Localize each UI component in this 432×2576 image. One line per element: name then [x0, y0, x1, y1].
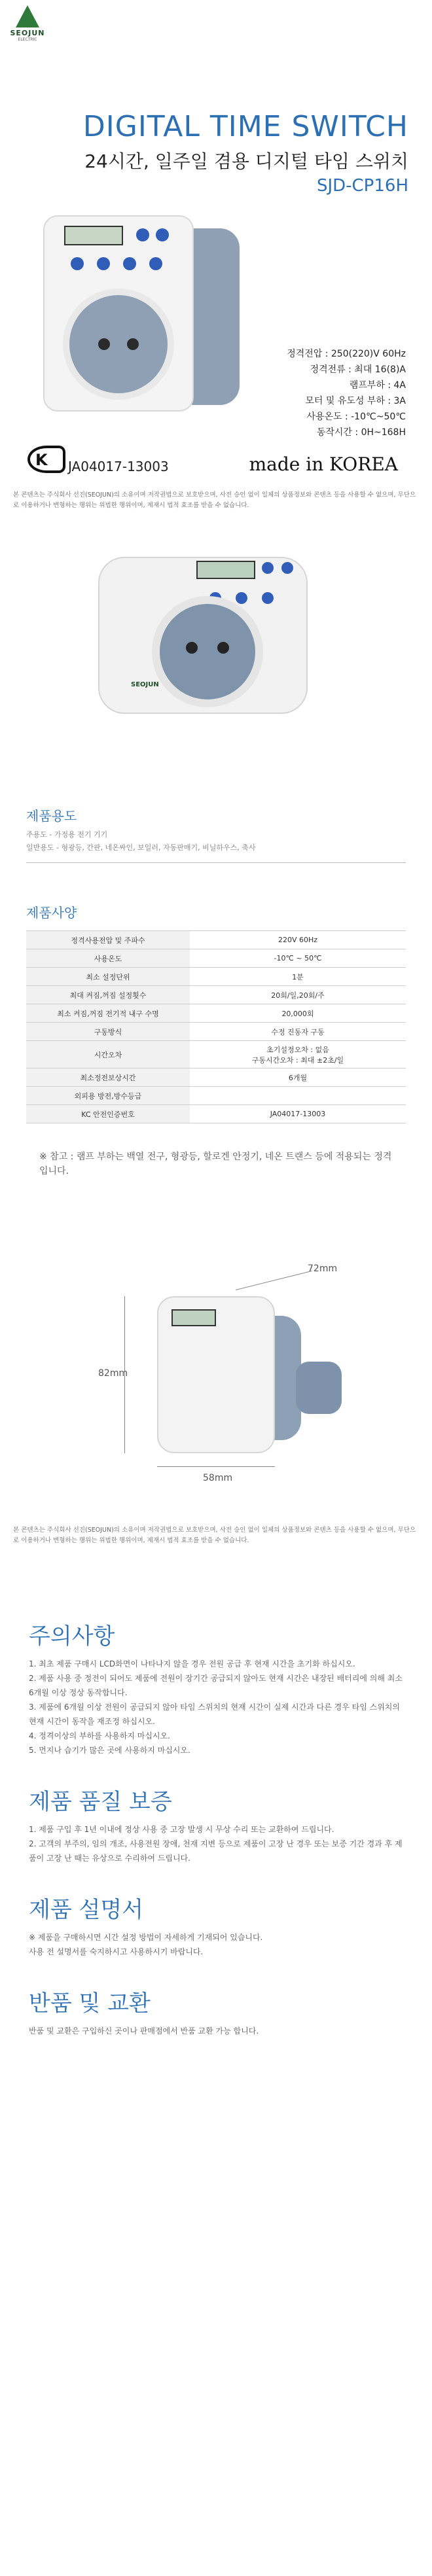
returns-title: 반품 및 교환	[29, 1990, 151, 2017]
socket-hole	[127, 338, 139, 350]
product-photo	[0, 537, 432, 727]
caution-text	[29, 1657, 406, 1757]
warranty-section	[0, 1784, 432, 1865]
power-socket	[63, 289, 174, 400]
spec-summary	[287, 346, 406, 440]
header	[0, 0, 432, 51]
device-button	[262, 592, 274, 604]
table-row: KC 안전인증번호 JA04017-13003	[26, 1105, 406, 1123]
device-button	[281, 562, 293, 574]
device-button	[156, 228, 169, 241]
depth-label: 72mm	[308, 1263, 338, 1274]
table-row: 정격사용전압 및 주파수 220V 60Hz	[26, 931, 406, 949]
table-row: 구동방식 수정 진동자 구동	[26, 1023, 406, 1041]
table-row: 최소정전보상시간 6개월	[26, 1068, 406, 1087]
manual-text	[29, 1930, 406, 1959]
lcd-display	[196, 561, 255, 579]
spec-table	[26, 930, 406, 1123]
usage-line: 일반용도 - 형광등, 간판, 네온싸인, 보일러, 자동판매기, 비닐하우스, 축사	[26, 843, 256, 852]
device-button	[149, 257, 162, 270]
caution-line: 4. 정격이상의 부하를 사용하지 마십시오.	[29, 1731, 170, 1740]
brand-logo	[8, 5, 47, 42]
device-plug	[296, 1362, 342, 1414]
device-body	[43, 215, 194, 412]
caution-line: 3. 제품에 6개월 이상 전원이 공급되지 않아 타임 스위치의 현재 시간이 실제 시간과 다른 경우 타임 스위치의 현재 시간이 동작을 재조정 하십시오.	[29, 1703, 400, 1726]
warranty-title: 제품 품질 보증	[29, 1789, 172, 1815]
usage-section	[0, 805, 432, 863]
device-button	[136, 228, 149, 241]
photo-brand-label: SEOJUN	[131, 681, 159, 688]
brand-name: SEOJUN	[10, 29, 45, 37]
spec-line: 동작시간 : 0H~168H	[316, 427, 406, 438]
caution-line: 5. 먼지나 습기가 많은 곳에 사용하지 마십시오.	[29, 1746, 190, 1755]
product-title-ko: 24시간, 일주일 겸용 디지털 타임 스위치	[84, 150, 408, 172]
table-row: 최대 켜짐,꺼짐 설정횟수 20회/일,20회/주	[26, 986, 406, 1004]
spec-line: 모터 및 유도성 부하 : 3A	[305, 396, 406, 406]
lcd-display	[64, 226, 123, 245]
divider	[26, 862, 406, 863]
certification-row	[0, 444, 432, 490]
warranty-line: 2. 고객의 부주의, 임의 개조, 사용전원 장애, 천재 지변 등으로 제품이 고장 난 경우 또는 보증 기간 경과 후 제품이 고장 난 때는 유상으로 수리하여 드립니다.	[29, 1839, 403, 1863]
height-label: 82mm	[98, 1368, 128, 1379]
spec-section	[0, 902, 432, 1123]
width-dimension-line	[157, 1466, 275, 1467]
dimension-drawing	[0, 1237, 432, 1512]
width-label: 58mm	[203, 1473, 233, 1483]
device-button	[262, 562, 274, 574]
manual-line: ※ 제품을 구매하시면 시간 설정 방법이 자세하게 기재되어 있습니다.	[29, 1933, 263, 1942]
made-in-label: made in KOREA	[249, 453, 398, 475]
manual-title: 제품 설명서	[29, 1897, 144, 1923]
socket-hole	[186, 642, 198, 654]
spec-line: 정격전류 : 최대 16(8)A	[310, 364, 406, 375]
socket-hole	[98, 338, 110, 350]
manual-line: 사용 전 설명서를 숙지하시고 사용하시기 바랍니다.	[29, 1947, 204, 1956]
caution-title: 주의사항	[29, 1623, 115, 1650]
spec-line: 사용온도 : -10℃~50℃	[306, 412, 406, 422]
copyright-notice: 본 콘텐츠는 주식회사 선진(SEOJUN)의 소유이며 저작권법으로 보호받으며, 사전 승인 없이 일체의 상품정보와 콘텐츠 등을 사용할 수 없으며, 무단으로 이용하거나 변형하는 행위는 위법한 행위이며, 제재시 법적 효조를 받을 수 없습니다.	[13, 491, 416, 509]
device-button	[236, 592, 247, 604]
caution-section	[0, 1618, 432, 1757]
brand-sub: ELECTRIC	[18, 37, 37, 42]
socket-hole	[217, 642, 229, 654]
returns-section	[0, 1985, 432, 2038]
caution-line: 1. 최초 제품 구매시 LCD화면이 나타나지 않을 경우 전원 공급 후 현재 시간을 초기화 하십시오.	[29, 1659, 355, 1668]
lcd-display	[171, 1309, 216, 1326]
usage-line: 주용도 - 가정용 전기 기기	[26, 830, 108, 839]
table-row: 최소 설정단위 1분	[26, 968, 406, 986]
table-row: 시간오차 초기설정오차 : 없음 구동시간오차 : 최대 ±2초/일	[26, 1041, 406, 1068]
kc-mark-icon: K	[27, 446, 65, 473]
table-row: 사용온도 -10℃ ~ 50℃	[26, 949, 406, 968]
device-button	[71, 257, 84, 270]
device-button	[97, 257, 110, 270]
model-number: SJD-CP16H	[316, 176, 408, 196]
returns-text: 반품 및 교환은 구입하신 곳이나 판매점에서 반품 교환 가능 합니다.	[29, 2026, 259, 2036]
product-image	[43, 215, 240, 425]
device-side	[187, 228, 240, 405]
device-button	[123, 257, 136, 270]
tree-icon	[16, 5, 39, 27]
table-row: 최소 켜짐,꺼짐 전기적 내구 수명 20,000회	[26, 1004, 406, 1023]
spec-line: 정격전압 : 250(220)V 60Hz	[287, 349, 406, 359]
product-title-en: DIGITAL TIME SWITCH	[82, 110, 408, 143]
kc-code: JA04017-13003	[68, 459, 169, 474]
spec-line: 램프부하 : 4A	[349, 380, 406, 391]
warranty-line: 1. 제품 구입 후 1년 이내에 정상 사용 중 고장 발생 시 무상 수리 또는 교환하여 드립니다.	[29, 1825, 334, 1834]
reference-note: ※ 참고 : 램프 부하는 백열 전구, 형광등, 할로겐 안정기, 네온 트랜스 등에 적용되는 정격입니다.	[39, 1152, 392, 1176]
title-block	[0, 51, 432, 196]
power-socket	[152, 596, 263, 707]
warranty-text	[29, 1822, 406, 1865]
usage-title: 제품용도	[26, 808, 77, 824]
copyright-notice: 본 콘텐츠는 주식회사 선진(SEOJUN)의 소유이며 저작권법으로 보호받으며, 사전 승인 없이 일체의 상품정보와 콘텐츠 등을 사용할 수 없으며, 무단으로 이용하거나 변형하는 행위는 위법한 행위이며, 제재시 법적 효조를 받을 수 없습니다.	[13, 1526, 416, 1544]
caution-line: 2. 제품 사용 중 정전이 되어도 제품에 전원이 장기간 공급되지 않아도 현재 시간은 내장된 배터리에 의해 최소 6개월 이상 정상 동작합니다.	[29, 1674, 403, 1697]
depth-dimension-line	[236, 1271, 312, 1290]
hero-product	[0, 209, 432, 438]
spec-title: 제품사양	[26, 905, 77, 921]
table-row: 외피용 방전,방수등급	[26, 1087, 406, 1105]
manual-section	[0, 1892, 432, 1959]
